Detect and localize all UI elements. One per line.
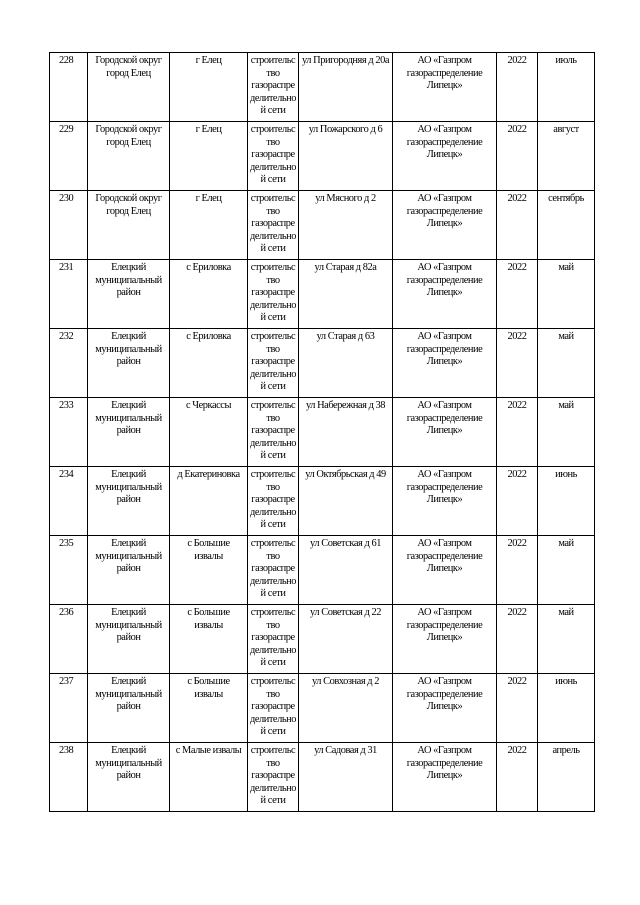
district-cell: Елецкий муниципальный район bbox=[88, 260, 170, 329]
district-cell: Елецкий муниципальный район bbox=[88, 605, 170, 674]
locality-cell: с Ериловка bbox=[170, 329, 248, 398]
table-row bbox=[50, 467, 595, 536]
organization-cell: АО «Газпром газораспределение Липецк» bbox=[393, 467, 497, 536]
organization-cell: АО «Газпром газораспределение Липецк» bbox=[393, 605, 497, 674]
organization-cell: АО «Газпром газораспределение Липецк» bbox=[393, 53, 497, 122]
address-cell: ул Садовая д 31 bbox=[299, 743, 393, 812]
district-cell: Елецкий муниципальный район bbox=[88, 398, 170, 467]
year-cell: 2022 bbox=[497, 122, 538, 191]
month-cell: июль bbox=[538, 53, 595, 122]
organization-cell: АО «Газпром газораспределение Липецк» bbox=[393, 536, 497, 605]
work-type-cell: строительство газораспределительной сети bbox=[248, 674, 299, 743]
work-type-cell: строительство газораспределительной сети bbox=[248, 467, 299, 536]
address-cell: ул Октябрьская д 49 bbox=[299, 467, 393, 536]
locality-cell: г Елец bbox=[170, 53, 248, 122]
row-number-cell: 238 bbox=[50, 743, 88, 812]
locality-cell: с Большие извалы bbox=[170, 674, 248, 743]
month-cell: апрель bbox=[538, 743, 595, 812]
month-cell: май bbox=[538, 605, 595, 674]
table-body bbox=[50, 53, 595, 812]
month-cell: май bbox=[538, 329, 595, 398]
organization-cell: АО «Газпром газораспределение Липецк» bbox=[393, 674, 497, 743]
work-type-cell: строительство газораспределительной сети bbox=[248, 122, 299, 191]
locality-cell: с Черкассы bbox=[170, 398, 248, 467]
year-cell: 2022 bbox=[497, 53, 538, 122]
row-number-cell: 234 bbox=[50, 467, 88, 536]
table-row bbox=[50, 329, 595, 398]
year-cell: 2022 bbox=[497, 260, 538, 329]
organization-cell: АО «Газпром газораспределение Липецк» bbox=[393, 260, 497, 329]
table-row bbox=[50, 53, 595, 122]
year-cell: 2022 bbox=[497, 329, 538, 398]
district-cell: Городской округ город Елец bbox=[88, 191, 170, 260]
locality-cell: д Екатериновка bbox=[170, 467, 248, 536]
organization-cell: АО «Газпром газораспределение Липецк» bbox=[393, 191, 497, 260]
organization-cell: АО «Газпром газораспределение Липецк» bbox=[393, 743, 497, 812]
locality-cell: г Елец bbox=[170, 122, 248, 191]
table-row bbox=[50, 743, 595, 812]
table-row bbox=[50, 536, 595, 605]
address-cell: ул Старая д 82а bbox=[299, 260, 393, 329]
month-cell: май bbox=[538, 536, 595, 605]
work-type-cell: строительство газораспределительной сети bbox=[248, 398, 299, 467]
month-cell: май bbox=[538, 398, 595, 467]
year-cell: 2022 bbox=[497, 536, 538, 605]
work-type-cell: строительство газораспределительной сети bbox=[248, 605, 299, 674]
district-cell: Городской округ город Елец bbox=[88, 53, 170, 122]
district-cell: Елецкий муниципальный район bbox=[88, 536, 170, 605]
locality-cell: с Большие извалы bbox=[170, 605, 248, 674]
address-cell: ул Совхозная д 2 bbox=[299, 674, 393, 743]
year-cell: 2022 bbox=[497, 605, 538, 674]
locality-cell: г Елец bbox=[170, 191, 248, 260]
year-cell: 2022 bbox=[497, 674, 538, 743]
address-cell: ул Советская д 61 bbox=[299, 536, 393, 605]
row-number-cell: 229 bbox=[50, 122, 88, 191]
row-number-cell: 233 bbox=[50, 398, 88, 467]
address-cell: ул Пожарского д 6 bbox=[299, 122, 393, 191]
work-type-cell: строительство газораспределительной сети bbox=[248, 329, 299, 398]
row-number-cell: 231 bbox=[50, 260, 88, 329]
work-type-cell: строительство газораспределительной сети bbox=[248, 53, 299, 122]
table-row bbox=[50, 605, 595, 674]
table-row bbox=[50, 122, 595, 191]
month-cell: июнь bbox=[538, 467, 595, 536]
year-cell: 2022 bbox=[497, 743, 538, 812]
table-row bbox=[50, 674, 595, 743]
district-cell: Елецкий муниципальный район bbox=[88, 743, 170, 812]
month-cell: сентябрь bbox=[538, 191, 595, 260]
address-cell: ул Пригородняя д 20а bbox=[299, 53, 393, 122]
organization-cell: АО «Газпром газораспределение Липецк» bbox=[393, 329, 497, 398]
organization-cell: АО «Газпром газораспределение Липецк» bbox=[393, 398, 497, 467]
district-cell: Елецкий муниципальный район bbox=[88, 674, 170, 743]
row-number-cell: 237 bbox=[50, 674, 88, 743]
year-cell: 2022 bbox=[497, 191, 538, 260]
year-cell: 2022 bbox=[497, 398, 538, 467]
work-type-cell: строительство газораспределительной сети bbox=[248, 743, 299, 812]
table-row bbox=[50, 191, 595, 260]
district-cell: Елецкий муниципальный район bbox=[88, 467, 170, 536]
work-type-cell: строительство газораспределительной сети bbox=[248, 191, 299, 260]
locality-cell: с Большие извалы bbox=[170, 536, 248, 605]
address-cell: ул Мясного д 2 bbox=[299, 191, 393, 260]
row-number-cell: 228 bbox=[50, 53, 88, 122]
month-cell: июнь bbox=[538, 674, 595, 743]
month-cell: август bbox=[538, 122, 595, 191]
year-cell: 2022 bbox=[497, 467, 538, 536]
table-row bbox=[50, 260, 595, 329]
locality-cell: с Малые извалы bbox=[170, 743, 248, 812]
gasification-table bbox=[49, 52, 595, 812]
address-cell: ул Набережная д 38 bbox=[299, 398, 393, 467]
work-type-cell: строительство газораспределительной сети bbox=[248, 260, 299, 329]
table-row bbox=[50, 398, 595, 467]
organization-cell: АО «Газпром газораспределение Липецк» bbox=[393, 122, 497, 191]
district-cell: Елецкий муниципальный район bbox=[88, 329, 170, 398]
work-type-cell: строительство газораспределительной сети bbox=[248, 536, 299, 605]
row-number-cell: 236 bbox=[50, 605, 88, 674]
address-cell: ул Старая д 63 bbox=[299, 329, 393, 398]
locality-cell: с Ериловка bbox=[170, 260, 248, 329]
row-number-cell: 232 bbox=[50, 329, 88, 398]
district-cell: Городской округ город Елец bbox=[88, 122, 170, 191]
row-number-cell: 230 bbox=[50, 191, 88, 260]
address-cell: ул Советская д 22 bbox=[299, 605, 393, 674]
month-cell: май bbox=[538, 260, 595, 329]
row-number-cell: 235 bbox=[50, 536, 88, 605]
